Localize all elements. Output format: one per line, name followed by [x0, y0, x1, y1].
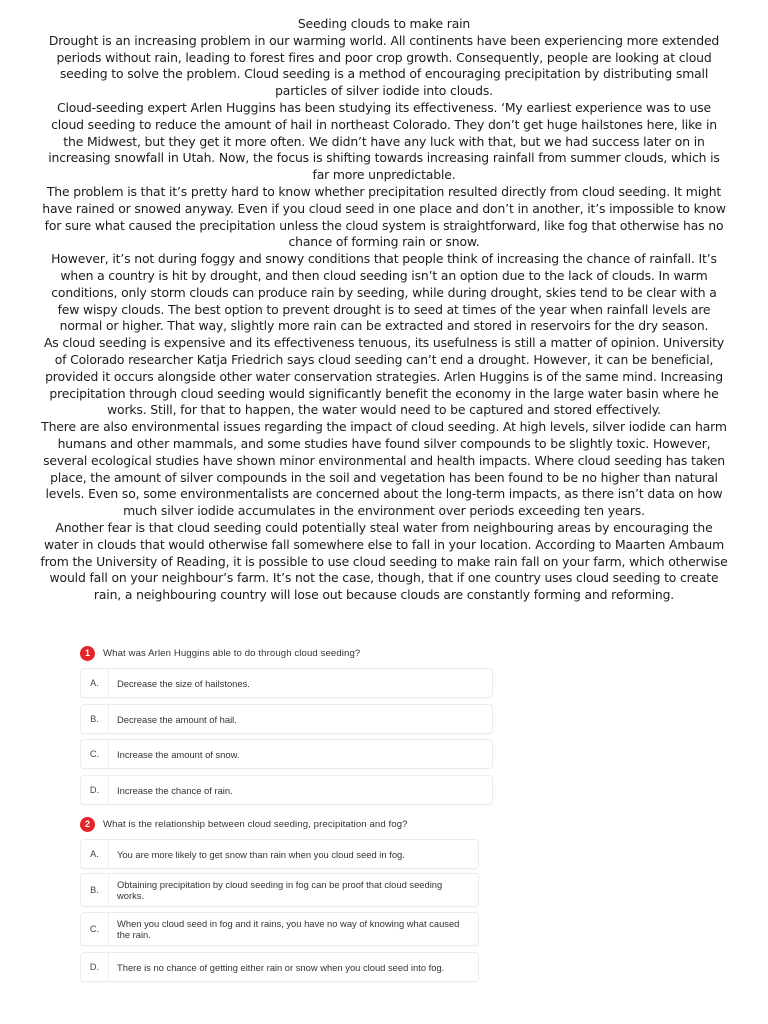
- question-number-badge: 1: [80, 646, 95, 661]
- option-letter: B.: [81, 705, 109, 733]
- option-text: There is no chance of getting either rain or snow when you cloud seed into fog.: [117, 961, 445, 973]
- answer-option-b[interactable]: [80, 704, 493, 734]
- option-letter: C.: [81, 913, 109, 945]
- question-header: [80, 814, 480, 834]
- option-text: Decrease the size of hailstones.: [117, 677, 250, 689]
- option-text: You are more likely to get snow than rain when you cloud seed in fog.: [117, 848, 405, 860]
- article-paragraph: As cloud seeding is expensive and its effectiveness tenuous, its usefulness is still a matter of opinion. University of Colorado researcher Katja Friedrich says cloud seeding can’t end a drought. However, it can be beneficial, provided it occurs alongside other water conservation strategies. Arlen Huggins is of the same mind. Increasing precipitation through cloud seeding would significantly benefit the economy in the large water basin where he works. Still, for that to happen, the water would need to be captured and stored effectively.: [43, 335, 725, 418]
- article-paragraph: The problem is that it’s pretty hard to know whether precipitation resulted directly from cloud seeding. It might have rained or snowed anyway. Even if you cloud seed in one place and don’t in another, it’s impossible to know for sure what caused the precipitation unless the cloud system is straightforward, like fog that otherwise has no chance of forming rain or snow.: [42, 183, 726, 250]
- article-paragraph: Another fear is that cloud seeding could potentially steal water from neighbouring areas by encouraging the water in clouds that would otherwise fall somewhere else to fall in your location. According to Maarten Ambaum from the University of Reading, it is possible to use cloud seeding to make rain fall on your farm, which otherwise would fall on your neighbour’s farm. It’s not the case, though, that if one country uses cloud seeding to create rain, a neighbouring country will lose out because clouds are constantly forming and reforming.: [40, 519, 728, 603]
- option-text: Decrease the amount of hail.: [117, 713, 237, 725]
- option-text: When you cloud seed in fog and it rains, you have no way of knowing what caused the rain.: [117, 918, 460, 940]
- article-paragraph: There are also environmental issues regarding the impact of cloud seeding. At high levels, silver iodide can harm humans and other mammals, and some studies have found silver compounds to be slightly toxic. However, several ecological studies have shown minor environmental and health impacts. Where cloud seeding has taken place, the amount of silver compounds in the soil and vegetation has been found to be no higher than natural levels. Even so, some environmentalists are concerned about the long-term impacts, as there isn’t data on how much silver iodide accumulates in the environment over periods exceeding ten years.: [41, 419, 727, 519]
- article-paragraph: Drought is an increasing problem in our warming world. All continents have been experiencing more extended periods without rain, leading to forest fires and poor crop growth. Consequently, people are looking at cloud seeding to solve the problem. Cloud seeding is a method of encouraging precipitation by distributing small particles of silver iodide into clouds.: [48, 32, 720, 99]
- answer-option-a[interactable]: [80, 668, 493, 698]
- article-paragraph: Cloud-seeding expert Arlen Huggins has been studying its effectiveness. ‘My earliest experience was to use cloud seeding to reduce the amount of hail in northeast Colorado. They don’t get huge hailstones here, like in the Midwest, but they get it more often. We didn’t have any luck with that, but we had success later on in increasing snowfall in Utah. Now, the focus is shifting towards increasing rainfall from summer clouds, which is far more unpredictable.: [48, 99, 720, 183]
- article-title: Seeding clouds to make rain: [297, 16, 471, 31]
- option-text: Increase the amount of snow.: [117, 748, 240, 760]
- option-text: Obtaining precipitation by cloud seeding in fog can be proof that cloud seeding works.: [117, 879, 443, 901]
- answer-option-a[interactable]: [80, 839, 479, 869]
- answer-option-c[interactable]: [80, 739, 493, 769]
- answer-option-b[interactable]: [80, 873, 479, 907]
- article: [40, 16, 728, 604]
- option-letter: D.: [81, 953, 109, 981]
- answer-option-c[interactable]: [80, 912, 479, 946]
- option-letter: A.: [81, 840, 109, 868]
- option-text: Increase the chance of rain.: [117, 784, 233, 796]
- question-header: [80, 643, 494, 663]
- question-number-badge: 2: [80, 817, 95, 832]
- answer-option-d[interactable]: [80, 775, 493, 805]
- answer-option-d[interactable]: [80, 952, 479, 982]
- option-letter: B.: [81, 874, 109, 906]
- question-text: What is the relationship between cloud seeding, precipitation and fog?: [103, 818, 408, 830]
- article-paragraph: However, it’s not during foggy and snowy conditions that people think of increasing the chance of rainfall. It’s when a country is hit by drought, and then cloud seeding isn’t an option due to the lack of clouds. In warm conditions, only storm clouds can produce rain by seeding, while during drought, skies tend to be clear with a few wispy clouds. The best option to prevent drought is to seed at times of the year when rainfall levels are normal or higher. That way, slightly more rain can be extracted and stored in reservoirs for the dry season.: [51, 251, 717, 334]
- question-text: What was Arlen Huggins able to do through cloud seeding?: [103, 647, 361, 659]
- option-letter: D.: [81, 776, 109, 804]
- question-1: [80, 643, 494, 805]
- option-letter: A.: [81, 669, 109, 697]
- question-2: [80, 814, 480, 984]
- option-letter: C.: [81, 740, 109, 768]
